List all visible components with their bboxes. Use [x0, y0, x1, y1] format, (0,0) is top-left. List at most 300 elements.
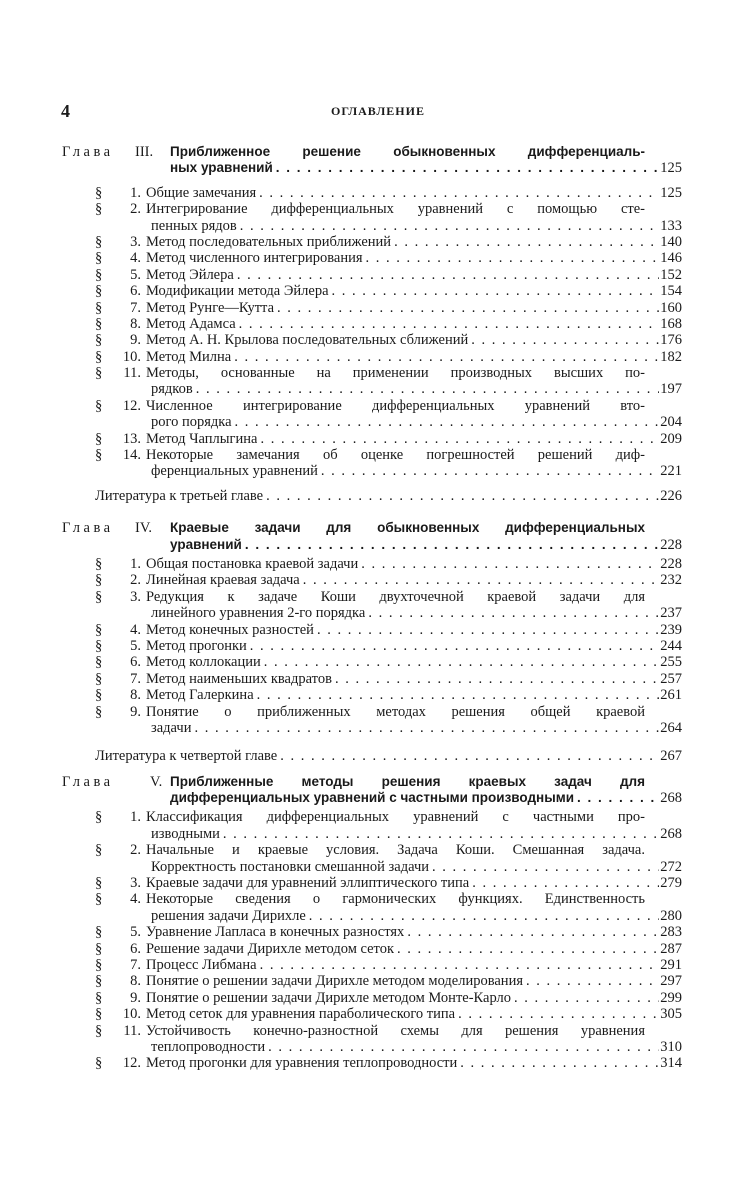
dot-leader	[358, 556, 659, 572]
section-entry[interactable]	[62, 447, 682, 480]
section-entry[interactable]	[62, 332, 682, 348]
dot-leader	[263, 488, 659, 504]
section-sign: §	[95, 654, 103, 671]
chapter-label: Глава	[62, 144, 114, 160]
page-number: 168	[660, 315, 682, 332]
section-sign: §	[95, 365, 103, 382]
section-entry[interactable]	[62, 809, 682, 842]
line-text: Корректность постановки смешанной задачи	[151, 858, 429, 875]
page-number: 228	[660, 536, 682, 553]
section-line	[62, 720, 682, 736]
chapter-4[interactable]	[62, 520, 682, 764]
section-entry[interactable]	[62, 234, 682, 250]
line-text: Краевые задачи для уравнений эллиптического типа	[146, 875, 470, 892]
line-text: линейного уравнения 2-го порядка	[151, 605, 366, 622]
page-number: 125	[660, 184, 682, 201]
section-line	[62, 1023, 682, 1039]
dot-leader	[261, 654, 660, 670]
section-sign: §	[95, 332, 103, 349]
section-entry[interactable]	[62, 842, 682, 875]
dot-leader	[306, 908, 659, 924]
section-line	[62, 300, 682, 316]
line-text: Метод прогонки	[146, 637, 247, 654]
table-of-contents	[62, 144, 682, 1072]
section-entry[interactable]	[62, 398, 682, 431]
section-entry[interactable]	[62, 300, 682, 316]
section-text	[151, 859, 682, 875]
dot-leader	[277, 748, 659, 764]
section-text	[146, 431, 682, 447]
dot-leader	[523, 973, 659, 989]
section-sign: §	[95, 266, 103, 283]
line-text: Методы, основанные на применении производных высших по-	[146, 365, 645, 382]
section-text	[146, 671, 682, 687]
section-line	[62, 875, 682, 891]
line-text: Линейная краевая задача	[146, 572, 300, 589]
line-text: Метод численного интегрирования	[146, 250, 363, 267]
section-entry[interactable]	[62, 556, 682, 572]
dot-leader	[254, 687, 660, 703]
section-number: 2.	[130, 572, 141, 589]
section-entry[interactable]	[62, 1006, 682, 1022]
section-sign: §	[95, 588, 103, 605]
dot-leader	[429, 859, 659, 875]
section-line	[62, 447, 682, 463]
section-line	[62, 973, 682, 989]
section-text	[146, 842, 645, 858]
line-text: ных уравнений	[170, 160, 273, 176]
section-sign: §	[95, 1006, 103, 1023]
section-text	[146, 572, 682, 588]
section-sign: §	[95, 1022, 103, 1039]
page-number: 182	[660, 348, 682, 365]
section-number: 1.	[130, 184, 141, 201]
section-text	[146, 365, 645, 381]
section-entry[interactable]	[62, 349, 682, 365]
dot-leader	[257, 431, 659, 447]
section-sign: §	[95, 875, 103, 892]
section-line	[62, 891, 682, 907]
running-title: ОГЛАВЛЕНИЕ	[331, 104, 425, 118]
section-sign: §	[95, 555, 103, 572]
dot-leader	[457, 1055, 659, 1071]
dot-leader	[256, 185, 659, 201]
section-sign: §	[95, 184, 103, 201]
section-number: 13.	[122, 430, 141, 447]
line-text: Интегрирование дифференциальных уравнений с помощью сте-	[146, 201, 645, 218]
section-number: 3.	[130, 588, 141, 605]
page-number: 197	[660, 381, 682, 398]
section-line	[62, 687, 682, 703]
section-text	[146, 704, 645, 720]
page-number: 140	[660, 233, 682, 250]
chapter-5[interactable]	[62, 774, 682, 1072]
section-sign: §	[95, 233, 103, 250]
page-number: 264	[660, 719, 682, 736]
section-text	[146, 201, 645, 217]
line-text: Литература к третьей главе	[95, 487, 264, 504]
line-text: Устойчивость конечно-разностной схемы для решения уравнения	[146, 1022, 645, 1039]
section-text	[146, 1006, 682, 1022]
section-text	[151, 605, 682, 621]
section-line	[62, 349, 682, 365]
section-sign: §	[95, 703, 103, 720]
section-text	[146, 687, 682, 703]
literature-entry[interactable]	[62, 748, 682, 764]
section-sign: §	[95, 973, 103, 990]
section-entry[interactable]	[62, 875, 682, 891]
line-text: Метод Галеркина	[146, 687, 254, 704]
section-line	[62, 605, 682, 621]
page-number: 221	[660, 463, 682, 480]
line-text: Метод Чаплыгина	[146, 430, 258, 447]
section-text	[151, 908, 682, 924]
section-number: 6.	[130, 283, 141, 300]
line-text: Метод коллокации	[146, 654, 261, 671]
section-sign: §	[95, 940, 103, 957]
section-text	[146, 941, 682, 957]
section-text	[146, 990, 682, 1006]
section-sign: §	[95, 621, 103, 638]
section-line	[62, 1055, 682, 1071]
section-text	[146, 556, 682, 572]
page-number: 133	[660, 217, 682, 234]
section-line	[62, 398, 682, 414]
chapter-numeral: III.	[135, 144, 154, 160]
page-number: 272	[660, 858, 682, 875]
section-text	[146, 267, 682, 283]
page-number: 297	[660, 973, 682, 990]
section-sign: §	[95, 924, 103, 941]
page-number: 146	[660, 250, 682, 267]
section-entry[interactable]	[62, 201, 682, 234]
section-number: 5.	[130, 637, 141, 654]
section-number: 8.	[130, 687, 141, 704]
section-text	[146, 300, 682, 316]
chapter-numeral: IV.	[135, 520, 153, 537]
section-sign: §	[95, 447, 103, 464]
line-text: Приближенные методы решения краевых задач для	[170, 773, 645, 789]
line-text: пенных рядов	[151, 217, 237, 234]
section-number: 4.	[130, 621, 141, 638]
chapter-title-text	[170, 144, 645, 160]
page-number: 152	[660, 266, 682, 283]
line-text: Классификация дифференциальных уравнений с частными про-	[146, 809, 645, 826]
section-text	[146, 589, 645, 605]
section-text	[146, 638, 682, 654]
dot-leader	[404, 924, 659, 940]
section-sign: §	[95, 201, 103, 218]
section-line	[62, 924, 682, 940]
section-line	[62, 1006, 682, 1022]
line-text: Метод сеток для уравнения параболического типа	[146, 1006, 456, 1023]
line-text: Численное интегрирование дифференциальных уравнений вто-	[146, 397, 645, 414]
line-text: Некоторые сведения о гармонических функциях. Единственность	[146, 891, 645, 908]
section-sign: §	[95, 842, 103, 859]
line-text: дифференциальных уравнений с частными производными	[170, 790, 575, 806]
section-sign: §	[95, 956, 103, 973]
section-number: 1.	[130, 809, 141, 826]
section-number: 7.	[130, 299, 141, 316]
section-entry[interactable]	[62, 671, 682, 687]
section-text	[151, 414, 682, 430]
section-sign: §	[95, 315, 103, 332]
section-entry[interactable]	[62, 957, 682, 973]
section-number: 5.	[130, 924, 141, 941]
line-text: Некоторые замечания об оценке погрешностей решений диф-	[146, 447, 645, 464]
chapter-heading-line	[62, 160, 682, 176]
section-entry[interactable]	[62, 250, 682, 266]
page-number: 305	[660, 1006, 682, 1023]
page-number: 4	[61, 101, 70, 121]
section-line	[62, 283, 682, 299]
dot-leader	[257, 957, 660, 973]
section-number: 9.	[130, 332, 141, 349]
dot-leader	[391, 234, 659, 250]
section-sign: §	[95, 1055, 103, 1072]
section-line	[62, 638, 682, 654]
section-number: 1.	[130, 555, 141, 572]
section-line	[62, 185, 682, 201]
section-entry[interactable]	[62, 687, 682, 703]
dot-leader	[511, 990, 659, 1006]
page-number: 287	[660, 940, 682, 957]
section-entry[interactable]	[62, 572, 682, 588]
line-text: Метод последовательных приближений	[146, 233, 392, 250]
section-line	[62, 654, 682, 670]
page-number: 204	[660, 414, 682, 431]
section-sign: §	[95, 299, 103, 316]
section-entry[interactable]	[62, 973, 682, 989]
line-text: теплопроводности	[151, 1038, 266, 1055]
section-number: 4.	[130, 891, 141, 908]
line-text: Метод наименьших квадратов	[146, 670, 332, 687]
section-text	[146, 809, 645, 825]
section-number: 10.	[122, 348, 141, 365]
section-number: 12.	[122, 397, 141, 414]
section-number: 4.	[130, 250, 141, 267]
section-text	[151, 826, 682, 842]
section-line	[62, 218, 682, 234]
section-text	[146, 316, 682, 332]
section-line	[62, 957, 682, 973]
section-line	[62, 463, 682, 479]
literature-text	[95, 488, 682, 504]
page-number: 257	[660, 670, 682, 687]
line-text: Краевые задачи для обыкновенных дифференциальных	[170, 520, 645, 536]
section-sign: §	[95, 670, 103, 687]
chapter-heading-line	[62, 520, 682, 536]
section-line	[62, 941, 682, 957]
section-entry[interactable]	[62, 622, 682, 638]
section-line	[62, 365, 682, 381]
line-text: ференциальных уравнений	[151, 463, 318, 480]
page-number: 209	[660, 430, 682, 447]
dot-leader	[274, 300, 659, 316]
line-text: Начальные и краевые условия. Задача Коши. Смешанная задача.	[146, 842, 645, 859]
dot-leader	[318, 463, 659, 479]
section-entry[interactable]	[62, 891, 682, 924]
chapter-heading-line	[62, 790, 682, 806]
section-number: 12.	[122, 1055, 141, 1072]
dot-leader	[220, 826, 659, 842]
section-entry[interactable]	[62, 941, 682, 957]
section-sign: §	[95, 637, 103, 654]
page-number: 154	[660, 283, 682, 300]
section-entry[interactable]	[62, 365, 682, 398]
section-sign: §	[95, 430, 103, 447]
chapter-heading-line	[62, 144, 682, 160]
section-number: 11.	[123, 1022, 141, 1039]
section-number: 14.	[122, 447, 141, 464]
chapter-title-text	[170, 537, 682, 553]
page-number: 267	[660, 748, 682, 765]
section-sign: §	[95, 809, 103, 826]
section-line	[62, 589, 682, 605]
section-line	[62, 381, 682, 397]
section-line	[62, 704, 682, 720]
page-number: 291	[660, 956, 682, 973]
literature-entry[interactable]	[62, 488, 682, 504]
page-number: 279	[660, 875, 682, 892]
section-sign: §	[95, 891, 103, 908]
page-number: 244	[660, 637, 682, 654]
section-number: 9.	[130, 989, 141, 1006]
section-line	[62, 990, 682, 1006]
section-number: 10.	[122, 1006, 141, 1023]
section-number: 8.	[130, 315, 141, 332]
section-text	[146, 283, 682, 299]
dot-leader	[232, 414, 660, 430]
section-line	[62, 250, 682, 266]
line-text: Процесс Либмана	[146, 956, 257, 973]
dot-leader	[231, 349, 659, 365]
section-number: 6.	[130, 654, 141, 671]
line-text: Метод Эйлера	[146, 266, 234, 283]
page-number: 261	[660, 687, 682, 704]
page-number: 239	[660, 621, 682, 638]
dot-leader	[234, 267, 659, 283]
section-entry[interactable]	[62, 704, 682, 737]
chapter-heading-line	[62, 774, 682, 790]
section-entry[interactable]	[62, 1023, 682, 1056]
page-number: 237	[660, 605, 682, 622]
section-text	[146, 957, 682, 973]
section-line	[62, 908, 682, 924]
chapter-label: Глава	[62, 773, 114, 790]
line-text: Понятие о решении задачи Дирихле методом Монте-Карло	[146, 989, 511, 1006]
section-line	[62, 234, 682, 250]
section-number: 5.	[130, 266, 141, 283]
dot-leader	[574, 790, 659, 806]
section-entry[interactable]	[62, 654, 682, 670]
chapter-label: Глава	[62, 520, 114, 537]
page-number: 268	[660, 825, 682, 842]
section-number: 3.	[130, 875, 141, 892]
chapter-title-text	[170, 790, 682, 806]
page-number: 255	[660, 654, 682, 671]
section-entry[interactable]	[62, 316, 682, 332]
line-text: Редукция к задаче Коши двухточечной краевой задачи для	[146, 588, 645, 605]
section-entry[interactable]	[62, 431, 682, 447]
section-text	[151, 1039, 682, 1055]
page-number: 310	[660, 1038, 682, 1055]
section-line	[62, 431, 682, 447]
section-sign: §	[95, 572, 103, 589]
section-text	[146, 1055, 682, 1071]
section-text	[146, 973, 682, 989]
section-line	[62, 622, 682, 638]
section-entry[interactable]	[62, 924, 682, 940]
section-number: 2.	[130, 842, 141, 859]
line-text: Метод Милна	[146, 348, 232, 365]
line-text: Решение задачи Дирихле методом сеток	[146, 940, 395, 957]
dot-leader	[394, 941, 659, 957]
line-text: Метод Адамса	[146, 315, 236, 332]
section-line	[62, 859, 682, 875]
page-number: 228	[660, 555, 682, 572]
dot-leader	[365, 605, 659, 621]
line-text: рого порядка	[151, 414, 232, 431]
section-number: 8.	[130, 973, 141, 990]
section-text	[146, 332, 682, 348]
section-text	[146, 654, 682, 670]
dot-leader	[314, 622, 659, 638]
section-number: 7.	[130, 956, 141, 973]
section-entry[interactable]	[62, 283, 682, 299]
section-entry[interactable]	[62, 638, 682, 654]
section-text	[146, 1023, 645, 1039]
line-text: Приближенное решение обыкновенных дифференциаль-	[170, 144, 645, 159]
line-text: уравнений	[170, 536, 242, 552]
section-entry[interactable]	[62, 185, 682, 201]
page-number: 280	[660, 907, 682, 924]
line-text: Общие замечания	[146, 184, 257, 201]
line-text: Понятие о решении задачи Дирихле методом моделирования	[146, 973, 523, 990]
line-text: рядков	[151, 381, 193, 398]
section-text	[146, 185, 682, 201]
chapter-title-text	[170, 160, 682, 176]
page-number: 299	[660, 989, 682, 1006]
section-entry[interactable]	[62, 1055, 682, 1071]
dot-leader	[242, 537, 659, 553]
dot-leader	[237, 218, 660, 234]
chapter-title-text	[170, 520, 645, 536]
dot-leader	[329, 283, 660, 299]
section-entry[interactable]	[62, 589, 682, 622]
page-number: 268	[660, 790, 682, 807]
section-number: 3.	[130, 233, 141, 250]
line-text: изводными	[151, 825, 220, 842]
line-text: Общая постановка краевой задачи	[146, 555, 359, 572]
section-line	[62, 267, 682, 283]
section-entry[interactable]	[62, 990, 682, 1006]
section-line	[62, 316, 682, 332]
line-text: Метод прогонки для уравнения теплопроводности	[146, 1055, 458, 1072]
section-text	[146, 875, 682, 891]
section-text	[146, 250, 682, 266]
section-line	[62, 201, 682, 217]
chapter-3[interactable]	[62, 144, 682, 504]
section-entry[interactable]	[62, 267, 682, 283]
dot-leader	[247, 638, 659, 654]
section-text	[146, 891, 645, 907]
line-text: Литература к четвертой главе	[95, 748, 278, 765]
line-text: Метод конечных разностей	[146, 621, 314, 638]
section-sign: §	[95, 687, 103, 704]
line-text: Метод А. Н. Крылова последовательных сближений	[146, 332, 469, 349]
section-sign: §	[95, 283, 103, 300]
